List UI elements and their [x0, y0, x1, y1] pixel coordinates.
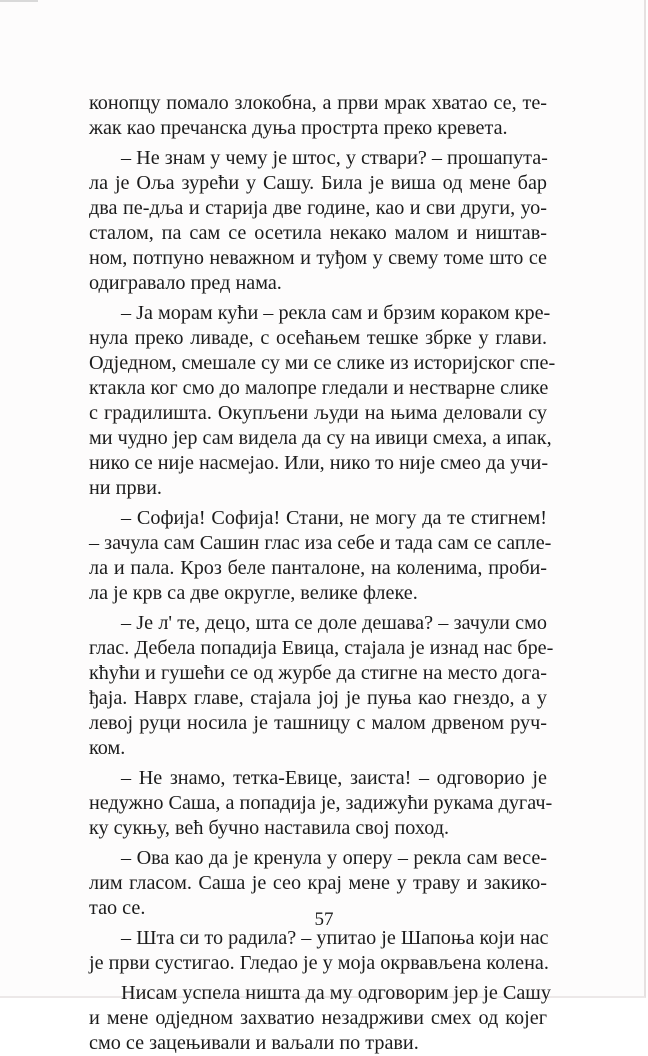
text-line: – зачула сам Сашин глас иза себе и тада сам се сапле- — [89, 532, 552, 554]
text-line: – Не знам у чему је штос, у ствари? – прошапута- — [121, 147, 548, 169]
text-line: – Шта си то радила? – упитао је Шапоња који нас — [121, 927, 549, 949]
paragraph — [89, 981, 551, 1056]
paragraph — [89, 766, 553, 841]
text-line: ми чудно јер сам видела да су на ивици смеха, а ипак, — [89, 427, 552, 449]
paragraph — [89, 91, 547, 141]
text-line: нула преко ливаде, с осећањем тешке збрке у глави. — [89, 327, 547, 349]
text-line: – Не знамо, тетка-Евице, заиста! – одговорио је — [121, 767, 547, 789]
text-line: је први сустигао. Гледао је у моја окрвављена колена. — [89, 952, 549, 974]
text-line: ла је Оља зурећи у Сашу. Била је виша од мене бар — [89, 172, 547, 194]
text-line: ктакла ког смо до малопре гледали и нестварне слике — [89, 377, 549, 399]
text-line: – Софија! Софија! Стани, не могу да те стигнем! — [121, 507, 547, 529]
text-line: и мене одједном захватио незадрживи смех од којег — [89, 1007, 547, 1029]
text-line: сталом, па сам се осетила некако малом и ништав- — [89, 222, 547, 244]
text-line: – Је л' те, децо, шта се доле дешава? – зачули смо — [121, 612, 547, 634]
text-line: смо се зацењивали и ваљали по трави. — [89, 1032, 419, 1054]
text-line: нико се није насмејао. Или, нико то није смео да учи- — [89, 452, 549, 474]
page-edge-mark — [0, 0, 38, 2]
paragraph — [89, 146, 547, 296]
text-line: недужно Саша, а попадија је, задижући рукама дугач- — [89, 792, 553, 814]
text-line: – Ја морам кући – рекла сам и брзим кораком кре- — [121, 302, 551, 324]
paragraph — [89, 506, 552, 606]
text-line: ку сукњу, већ бучно наставила свој поход. — [89, 817, 450, 839]
text-line: с градилишта. Окупљени људи на њима деловали су — [89, 402, 547, 424]
text-line: левој руци носила је ташницу с малом дрвеном руч- — [89, 712, 547, 734]
text-line: два пе-дља и старија две године, као и сви други, уо- — [89, 197, 547, 219]
text-line: – Ова као да је кренула у оперу – рекла сам весе- — [121, 847, 547, 869]
text-line: жак као пречанска дуња прострта преко кревета. — [89, 117, 508, 139]
text-line: тао се. — [89, 897, 146, 919]
text-line: Нисам успела ништа да му одговорим јер је Сашу — [121, 982, 551, 1004]
text-line: конопцу помало злокобна, а први мрак хватао се, те- — [89, 92, 547, 114]
text-line: ђаја. Наврх главе, стајала јој је пуња као гнездо, а у — [89, 687, 547, 709]
text-line: ком. — [89, 737, 126, 759]
text-line: ла и пала. Кроз беле панталоне, на коленима, проби- — [89, 557, 547, 579]
text-line: ла је крв са две округле, велике флеке. — [89, 582, 418, 604]
text-line: лим гласом. Саша је сео крај мене у траву и закико- — [89, 872, 547, 894]
text-line: ни први. — [89, 477, 162, 499]
paragraph — [89, 301, 556, 501]
paragraph — [89, 926, 547, 976]
text-line: Одједном, смешале су ми се слике из историјског спе- — [89, 352, 556, 374]
page-number: 57 — [314, 909, 334, 930]
text-line: глас. Дебела попадија Евица, стајала је изнад нас бре- — [89, 637, 554, 659]
text-line: ном, потпуно неважном и туђом у свему томе што се — [89, 247, 547, 269]
text-line: одигравало пред нама. — [89, 272, 282, 294]
text-line: кћући и гушећи се од журбе да стигне на место дога- — [89, 662, 547, 684]
paragraph — [89, 611, 554, 761]
